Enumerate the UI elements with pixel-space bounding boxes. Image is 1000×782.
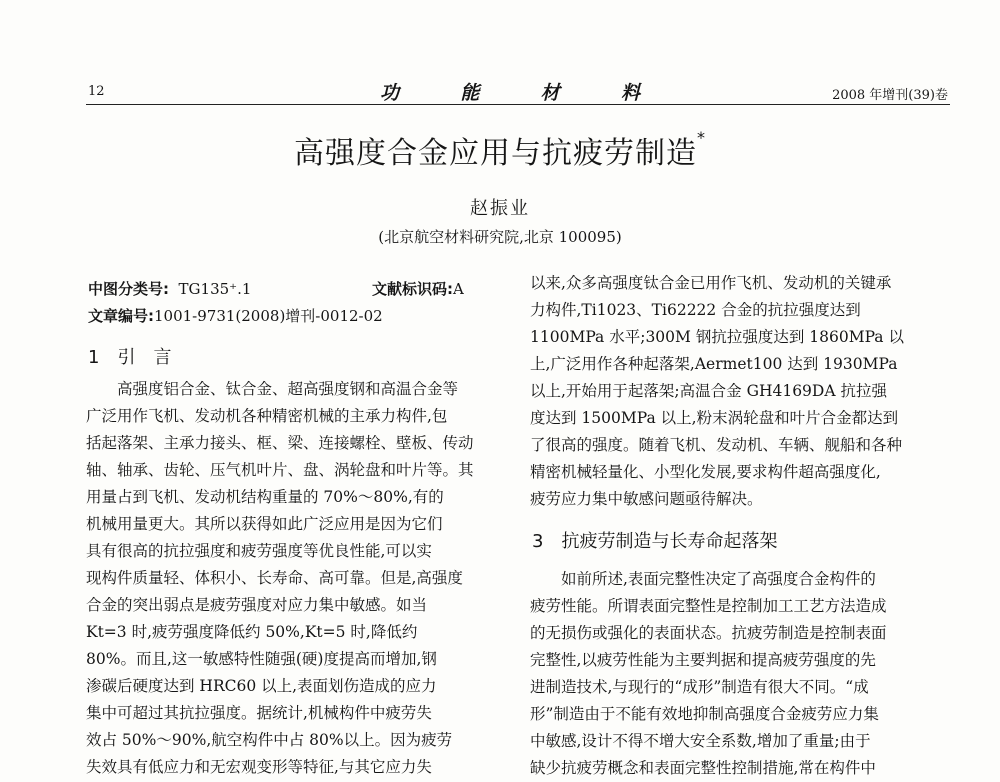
right-column-text-top — [530, 270, 950, 513]
text-line: 形”制造由于不能有效地抑制高强度合金疲劳应力集 — [530, 705, 879, 723]
text-line: 具有很高的抗拉强度和疲劳强度等优良性能,可以实 — [86, 542, 432, 560]
article-title-text: 高强度合金应用与抗疲劳制造 — [294, 136, 697, 171]
text-line: 合金的突出弱点是疲劳强度对应力集中敏感。如当 — [86, 596, 428, 614]
journal-name — [380, 78, 640, 105]
right-column-text-bottom — [530, 566, 950, 782]
section-1-heading: 1 引 言 — [88, 347, 172, 368]
doc-code-line — [372, 278, 464, 299]
clc-label: 中图分类号: — [88, 280, 169, 298]
text-line: Kt=3 时,疲劳强度降低约 50%,Kt=5 时,降低约 — [86, 623, 418, 641]
journal-char: 材 — [540, 82, 560, 104]
text-line: 疲劳性能。所谓表面完整性是控制加工工艺方法造成 — [530, 597, 887, 615]
text-line: 以上,开始用于起落架;高温合金 GH4169DA 抗拉强 — [530, 382, 887, 400]
text-line: 精密机械轻量化、小型化发展,要求构件超高强度化, — [530, 463, 881, 481]
text-line: 的无损伤或强化的表面状态。抗疲劳制造是控制表面 — [530, 624, 887, 642]
journal-char: 料 — [620, 82, 640, 104]
article-id-line — [88, 305, 383, 326]
text-line: 效占 50%～90%,航空构件中占 80%以上。因为疲劳 — [86, 731, 453, 749]
page-number: 12 — [88, 84, 105, 99]
doc-code-value: A — [453, 280, 464, 298]
text-line: 1100MPa 水平;300M 钢抗拉强度达到 1860MPa 以 — [530, 328, 904, 346]
article-title — [0, 128, 1000, 172]
affiliation: (北京航空材料研究院,北京 100095) — [378, 228, 622, 246]
text-line: 了很高的强度。随着飞机、发动机、车辆、舰船和各种 — [530, 436, 903, 454]
title-footnote-mark: * — [697, 128, 706, 147]
text-line: 以来,众多高强度钛合金已用作飞机、发动机的关键承 — [530, 274, 892, 292]
author: 赵振业 — [470, 198, 530, 219]
text-line: 现构件质量轻、体积小、长寿命、高可靠。但是,高强度 — [86, 569, 463, 587]
text-line: 渗碳后硬度达到 HRC60 以上,表面划伤造成的应力 — [86, 677, 437, 695]
issue-label: 2008 年增刊(39)卷 — [832, 88, 948, 103]
text-line: 如前所述,表面完整性决定了高强度合金构件的 — [530, 570, 876, 588]
text-line: 度达到 1500MPa 以上,粉末涡轮盘和叶片合金都达到 — [530, 409, 899, 427]
section-3-heading: 3 抗疲劳制造与长寿命起落架 — [532, 531, 778, 552]
text-line: 上,广泛用作各种起落架,Aermet100 达到 1930MPa — [530, 355, 898, 373]
left-column-text — [86, 376, 498, 781]
text-line: 疲劳应力集中敏感问题亟待解决。 — [530, 490, 763, 508]
clc-line — [88, 278, 251, 299]
text-line: 进制造技术,与现行的“成形”制造有很大不同。“成 — [530, 678, 869, 696]
header-rule — [86, 104, 950, 105]
text-line: 集中可超过其抗拉强度。据统计,机械构件中疲劳失 — [86, 704, 432, 722]
text-line: 完整性,以疲劳性能为主要判据和提高疲劳强度的先 — [530, 651, 876, 669]
text-line: 括起落架、主承力接头、框、梁、连接螺栓、壁板、传动 — [86, 434, 474, 452]
text-line: 缺少抗疲劳概念和表面完整性控制措施,常在构件中 — [530, 759, 876, 777]
text-line: 高强度铝合金、钛合金、超高强度钢和高温合金等 — [86, 380, 459, 398]
text-line: 80%。而且,这一敏感特性随强(硬)度提高而增加,钢 — [86, 650, 437, 668]
text-line: 轴、轴承、齿轮、压气机叶片、盘、涡轮盘和叶片等。其 — [86, 461, 474, 479]
text-line: 中敏感,设计不得不增大安全系数,增加了重量;由于 — [530, 732, 871, 750]
text-line: 用量占到飞机、发动机结构重量的 70%～80%,有的 — [86, 488, 444, 506]
text-line: 力构件,Ti1023、Ti62222 合金的抗拉强度达到 — [530, 301, 861, 319]
text-line: 广泛用作飞机、发动机各种精密机械的主承力构件,包 — [86, 407, 448, 425]
clc-value: TG135⁺.1 — [178, 280, 252, 298]
article-id-value: 1001-9731(2008)增刊-0012-02 — [154, 307, 383, 325]
doc-code-label: 文献标识码: — [372, 280, 453, 298]
journal-char: 能 — [460, 82, 480, 104]
text-line: 失效具有低应力和无宏观变形等特征,与其它应力失 — [86, 758, 432, 776]
text-line: 机械用量更大。其所以获得如此广泛应用是因为它们 — [86, 515, 443, 533]
journal-char: 功 — [380, 82, 400, 104]
article-id-label: 文章编号: — [88, 307, 154, 325]
